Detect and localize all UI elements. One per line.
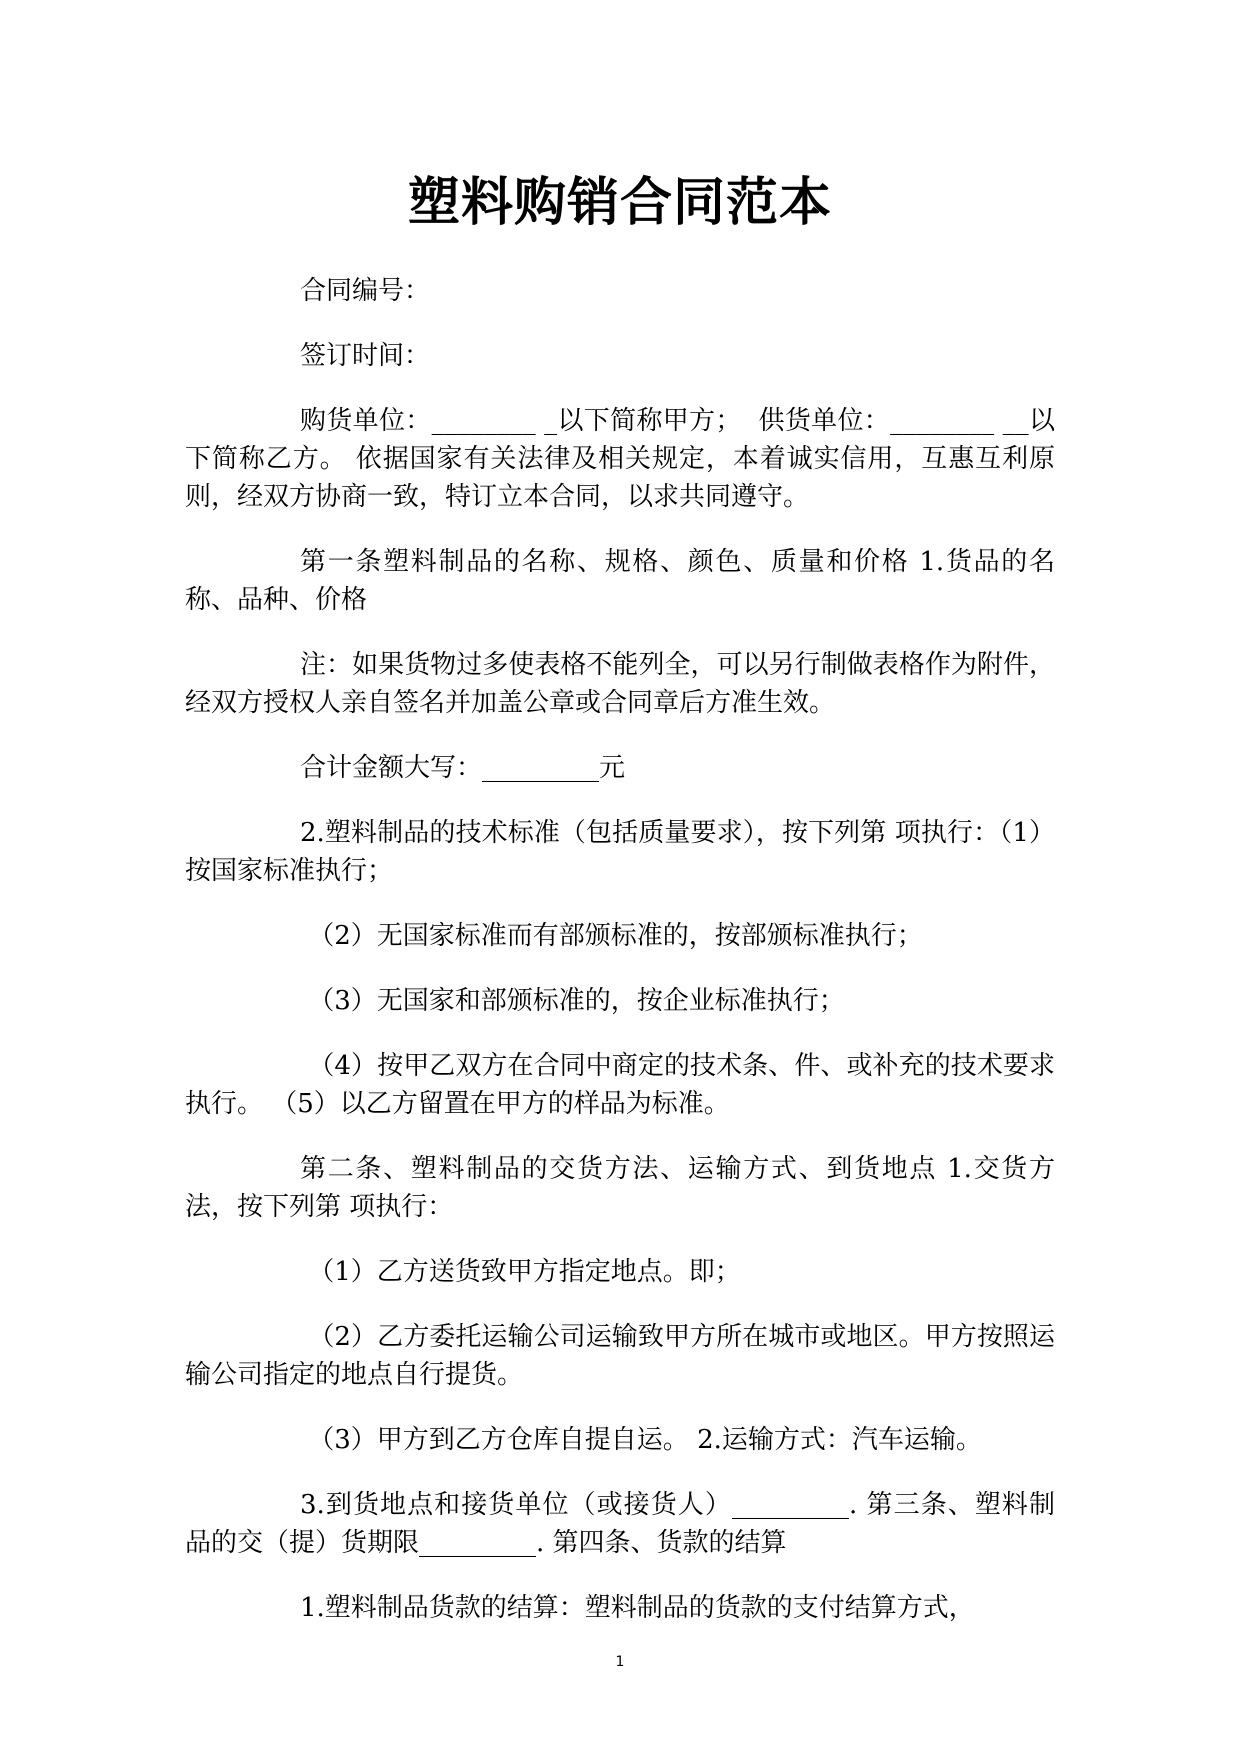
technical-standard-paragraph: 2.塑料制品的技术标准（包括质量要求），按下列第 项执行：（1）按国家标准执行； bbox=[185, 818, 1055, 886]
total-amount-line: 合计金额大写：_________元 bbox=[300, 753, 626, 783]
delivery-option-1: （1）乙方送货致甲方指定地点。即； bbox=[300, 1257, 741, 1287]
delivery-option-3: （3）甲方到乙方仓库自提自运。 2.运输方式：汽车运输。 bbox=[300, 1425, 982, 1455]
signing-time-line: 签订时间： bbox=[300, 341, 431, 371]
parties-paragraph: 购货单位：________ _以下简称甲方； 供货单位：________ __以下简称乙方。 依据国家有关法律及相关规定，本着诚实信用，互惠互利原则，经双方协商一致，特订立本合同，以求共同遵守。 bbox=[185, 406, 1055, 512]
standard-option-4-5: （4）按甲乙双方在合同中商定的技术条、件、或补充的技术要求执行。 （5）以乙方留置在甲方的样品为标准。 bbox=[185, 1051, 1055, 1119]
delivery-option-2: （2）乙方委托运输公司运输致甲方所在城市或地区。甲方按照运输公司指定的地点自行提货。 bbox=[185, 1322, 1055, 1390]
delivery-place-paragraph: 3.到货地点和接货单位（或接货人）_________. 第三条、塑料制品的交（提）货期限_________. 第四条、货款的结算 bbox=[185, 1490, 1055, 1558]
page-number: 1 bbox=[615, 1654, 625, 1670]
payment-settlement-paragraph: 1.塑料制品货款的结算：塑料制品的货款的支付结算方式， bbox=[300, 1593, 975, 1623]
document-title: 塑料购销合同范本 bbox=[407, 173, 832, 233]
note-paragraph: 注：如果货物过多使表格不能列全，可以另行制做表格作为附件，经双方授权人亲自签名并加盖公章或合同章后方准生效。 bbox=[185, 650, 1055, 718]
standard-option-2: （2）无国家标准而有部颁标准的，按部颁标准执行； bbox=[300, 921, 923, 951]
document-body bbox=[185, 272, 1055, 1654]
contract-number-line: 合同编号： bbox=[300, 276, 431, 306]
article-two-paragraph: 第二条、塑料制品的交货方法、运输方式、到货地点 1.交货方法，按下列第 项执行： bbox=[185, 1154, 1055, 1222]
standard-option-3: （3）无国家和部颁标准的，按企业标准执行； bbox=[300, 986, 845, 1016]
article-one-paragraph: 第一条塑料制品的名称、规格、颜色、质量和价格 1.货品的名称、品种、价格 bbox=[185, 547, 1055, 615]
